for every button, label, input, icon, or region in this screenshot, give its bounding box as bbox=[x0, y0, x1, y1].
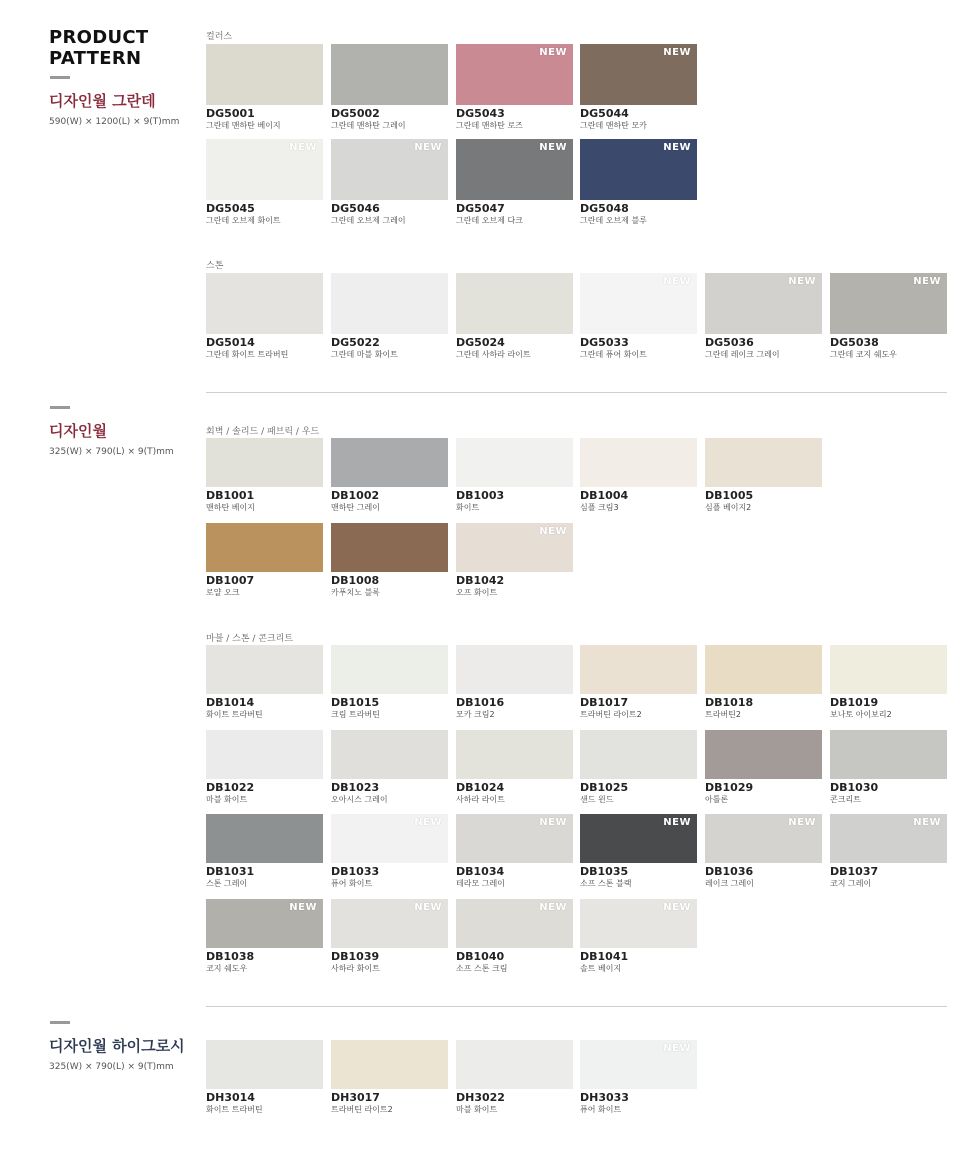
pattern-swatch[interactable] bbox=[206, 438, 323, 487]
series-dimensions: 325(W) × 790(L) × 9(T)mm bbox=[49, 447, 174, 457]
pattern-name: 아틀론 bbox=[705, 795, 729, 804]
pattern-code: DG5022 bbox=[331, 336, 380, 349]
pattern-swatch[interactable] bbox=[830, 814, 947, 863]
pattern-name: 그란데 코지 쉐도우 bbox=[830, 350, 897, 359]
pattern-swatch[interactable] bbox=[331, 645, 448, 694]
pattern-code: DG5044 bbox=[580, 107, 629, 120]
pattern-card[interactable] bbox=[331, 44, 448, 131]
pattern-swatch[interactable] bbox=[456, 1040, 573, 1089]
pattern-code: DB1015 bbox=[331, 696, 380, 709]
pattern-card[interactable] bbox=[705, 438, 822, 513]
pattern-name: 그란데 맨하탄 베이지 bbox=[206, 121, 281, 130]
pattern-name: 트라버틴 라이트2 bbox=[331, 1105, 393, 1114]
pattern-code: DB1033 bbox=[331, 865, 380, 878]
title-line-2: PATTERN bbox=[49, 48, 142, 69]
pattern-code: DG5001 bbox=[206, 107, 255, 120]
pattern-card[interactable] bbox=[580, 44, 697, 131]
pattern-card[interactable] bbox=[206, 44, 323, 131]
pattern-card[interactable] bbox=[456, 1040, 573, 1115]
pattern-swatch[interactable] bbox=[580, 139, 697, 200]
pattern-card[interactable] bbox=[456, 730, 573, 805]
pattern-swatch[interactable] bbox=[206, 273, 323, 334]
pattern-name: 마블 화이트 bbox=[206, 795, 248, 804]
pattern-code: DB1001 bbox=[206, 489, 255, 502]
pattern-name: 퓨어 화이트 bbox=[331, 879, 373, 888]
pattern-name: 마블 화이트 bbox=[456, 1105, 498, 1114]
pattern-code: DG5048 bbox=[580, 202, 629, 215]
new-badge: NEW bbox=[414, 817, 442, 828]
pattern-code: DB1017 bbox=[580, 696, 629, 709]
pattern-code: DB1030 bbox=[830, 781, 879, 794]
pattern-card[interactable] bbox=[206, 645, 323, 720]
pattern-card[interactable] bbox=[206, 1040, 323, 1115]
series-name: 디자인월 그란데 bbox=[49, 92, 156, 110]
pattern-swatch[interactable] bbox=[580, 899, 697, 948]
pattern-code: DG5024 bbox=[456, 336, 505, 349]
pattern-code: DB1035 bbox=[580, 865, 629, 878]
pattern-swatch[interactable] bbox=[206, 899, 323, 948]
pattern-code: DB1041 bbox=[580, 950, 629, 963]
pattern-name: 그란데 퓨어 화이트 bbox=[580, 350, 647, 359]
pattern-name: 샌드 윈드 bbox=[580, 795, 614, 804]
new-badge: NEW bbox=[539, 526, 567, 537]
pattern-card[interactable] bbox=[830, 645, 947, 720]
pattern-code: DG5043 bbox=[456, 107, 505, 120]
pattern-code: DH3033 bbox=[580, 1091, 629, 1104]
pattern-swatch[interactable] bbox=[580, 44, 697, 105]
pattern-code: DB1016 bbox=[456, 696, 505, 709]
pattern-name: 그란데 맨하탄 그레이 bbox=[331, 121, 406, 130]
pattern-swatch[interactable] bbox=[705, 438, 822, 487]
pattern-name: 테라모 그레이 bbox=[456, 879, 505, 888]
pattern-card[interactable] bbox=[580, 438, 697, 513]
pattern-swatch[interactable] bbox=[580, 438, 697, 487]
pattern-card[interactable] bbox=[331, 899, 448, 974]
pattern-code: DB1034 bbox=[456, 865, 505, 878]
pattern-card[interactable] bbox=[456, 44, 573, 131]
pattern-code: DB1019 bbox=[830, 696, 879, 709]
pattern-swatch[interactable] bbox=[206, 730, 323, 779]
pattern-swatch[interactable] bbox=[331, 899, 448, 948]
pattern-name: 로얄 오크 bbox=[206, 588, 240, 597]
pattern-name: 화이트 트라버틴 bbox=[206, 1105, 263, 1114]
new-badge: NEW bbox=[663, 276, 691, 287]
pattern-swatch[interactable] bbox=[206, 814, 323, 863]
pattern-code: DB1005 bbox=[705, 489, 754, 502]
pattern-card[interactable] bbox=[206, 273, 323, 360]
series-dimensions: 590(W) × 1200(L) × 9(T)mm bbox=[49, 117, 180, 127]
pattern-swatch[interactable] bbox=[830, 730, 947, 779]
pattern-code: DG5002 bbox=[331, 107, 380, 120]
section-divider bbox=[206, 1006, 947, 1007]
pattern-name: 스톤 그레이 bbox=[206, 879, 248, 888]
new-badge: NEW bbox=[788, 276, 816, 287]
pattern-name: 카푸치노 블록 bbox=[331, 588, 380, 597]
pattern-name: 그란데 마블 화이트 bbox=[331, 350, 398, 359]
new-badge: NEW bbox=[788, 817, 816, 828]
title-line-1: PRODUCT bbox=[49, 27, 149, 48]
new-badge: NEW bbox=[663, 817, 691, 828]
section-dash bbox=[50, 76, 70, 79]
section-dash bbox=[50, 1021, 70, 1024]
pattern-swatch[interactable] bbox=[705, 814, 822, 863]
new-badge: NEW bbox=[539, 142, 567, 153]
pattern-name: 레이크 그레이 bbox=[705, 879, 754, 888]
pattern-name: 트라버틴 라이트2 bbox=[580, 710, 642, 719]
pattern-swatch[interactable] bbox=[206, 645, 323, 694]
new-badge: NEW bbox=[663, 1043, 691, 1054]
section-divider bbox=[206, 392, 947, 393]
pattern-name: 그란데 오브제 블루 bbox=[580, 216, 647, 225]
pattern-code: DG5038 bbox=[830, 336, 879, 349]
pattern-name: 화이트 bbox=[456, 503, 480, 512]
category-label: 마블 / 스톤 / 콘크리트 bbox=[206, 634, 294, 644]
pattern-swatch[interactable] bbox=[206, 1040, 323, 1089]
new-badge: NEW bbox=[539, 817, 567, 828]
pattern-code: DB1023 bbox=[331, 781, 380, 794]
new-badge: NEW bbox=[414, 902, 442, 913]
pattern-code: DB1014 bbox=[206, 696, 255, 709]
pattern-swatch[interactable] bbox=[206, 523, 323, 572]
pattern-card[interactable] bbox=[331, 273, 448, 360]
category-label: 회벽 / 솔리드 / 패브릭 / 우드 bbox=[206, 427, 320, 437]
series-name: 디자인월 하이그로시 bbox=[49, 1037, 185, 1055]
pattern-card[interactable] bbox=[331, 139, 448, 226]
pattern-code: DB1004 bbox=[580, 489, 629, 502]
pattern-code: DG5045 bbox=[206, 202, 255, 215]
pattern-code: DB1029 bbox=[705, 781, 754, 794]
pattern-name: 콘크리트 bbox=[830, 795, 861, 804]
pattern-card[interactable] bbox=[206, 438, 323, 513]
pattern-card[interactable] bbox=[456, 814, 573, 889]
pattern-code: DG5047 bbox=[456, 202, 505, 215]
pattern-code: DB1037 bbox=[830, 865, 879, 878]
pattern-code: DB1003 bbox=[456, 489, 505, 502]
pattern-card[interactable] bbox=[456, 899, 573, 974]
pattern-card[interactable] bbox=[830, 273, 947, 360]
pattern-code: DB1024 bbox=[456, 781, 505, 794]
series-name: 디자인월 bbox=[49, 422, 107, 440]
pattern-code: DB1040 bbox=[456, 950, 505, 963]
pattern-card[interactable] bbox=[331, 523, 448, 598]
pattern-swatch[interactable] bbox=[456, 899, 573, 948]
new-badge: NEW bbox=[663, 47, 691, 58]
new-badge: NEW bbox=[289, 902, 317, 913]
pattern-swatch[interactable] bbox=[331, 139, 448, 200]
pattern-card[interactable] bbox=[580, 814, 697, 889]
pattern-code: DB1039 bbox=[331, 950, 380, 963]
pattern-code: DB1007 bbox=[206, 574, 255, 587]
pattern-swatch[interactable] bbox=[456, 438, 573, 487]
pattern-swatch[interactable] bbox=[456, 814, 573, 863]
pattern-code: DB1022 bbox=[206, 781, 255, 794]
pattern-name: 솔트 베이지 bbox=[580, 964, 622, 973]
pattern-name: 심플 크림3 bbox=[580, 503, 619, 512]
new-badge: NEW bbox=[913, 817, 941, 828]
pattern-swatch[interactable] bbox=[830, 273, 947, 334]
pattern-name: 모카 크림2 bbox=[456, 710, 495, 719]
pattern-swatch[interactable] bbox=[456, 273, 573, 334]
pattern-card[interactable] bbox=[705, 730, 822, 805]
pattern-swatch[interactable] bbox=[580, 814, 697, 863]
new-badge: NEW bbox=[539, 902, 567, 913]
pattern-swatch[interactable] bbox=[331, 438, 448, 487]
pattern-name: 그란데 사하라 라이트 bbox=[456, 350, 531, 359]
pattern-name: 크림 트라버틴 bbox=[331, 710, 380, 719]
pattern-swatch[interactable] bbox=[705, 273, 822, 334]
pattern-name: 그란데 오브제 다크 bbox=[456, 216, 523, 225]
new-badge: NEW bbox=[289, 142, 317, 153]
pattern-card[interactable] bbox=[580, 273, 697, 360]
pattern-name: 소프 스톤 블랙 bbox=[580, 879, 632, 888]
pattern-card[interactable] bbox=[331, 730, 448, 805]
pattern-name: 심플 베이지2 bbox=[705, 503, 752, 512]
pattern-card[interactable] bbox=[456, 438, 573, 513]
pattern-name: 그란데 맨하탄 로즈 bbox=[456, 121, 523, 130]
pattern-swatch[interactable] bbox=[705, 645, 822, 694]
pattern-name: 그란데 화이트 트라버틴 bbox=[206, 350, 289, 359]
pattern-name: 코지 쉐도우 bbox=[206, 964, 248, 973]
pattern-name: 트라버틴2 bbox=[705, 710, 742, 719]
pattern-card[interactable] bbox=[580, 645, 697, 720]
pattern-swatch[interactable] bbox=[331, 814, 448, 863]
pattern-name: 오아시스 그레이 bbox=[331, 795, 388, 804]
pattern-code: DG5046 bbox=[331, 202, 380, 215]
pattern-name: 사하라 화이트 bbox=[331, 964, 380, 973]
pattern-name: 그란데 오브제 화이트 bbox=[206, 216, 281, 225]
pattern-card[interactable] bbox=[830, 814, 947, 889]
pattern-card[interactable] bbox=[580, 899, 697, 974]
pattern-card[interactable] bbox=[331, 645, 448, 720]
pattern-card[interactable] bbox=[456, 273, 573, 360]
pattern-code: DB1036 bbox=[705, 865, 754, 878]
pattern-card[interactable] bbox=[580, 139, 697, 226]
new-badge: NEW bbox=[414, 142, 442, 153]
pattern-name: 보나토 아이보리2 bbox=[830, 710, 892, 719]
category-label: 스톤 bbox=[206, 261, 224, 271]
pattern-name: 오프 화이트 bbox=[456, 588, 498, 597]
pattern-swatch[interactable] bbox=[456, 523, 573, 572]
pattern-card[interactable] bbox=[456, 523, 573, 598]
pattern-code: DH3014 bbox=[206, 1091, 255, 1104]
pattern-swatch[interactable] bbox=[456, 44, 573, 105]
series-dimensions: 325(W) × 790(L) × 9(T)mm bbox=[49, 1062, 174, 1072]
pattern-swatch[interactable] bbox=[331, 523, 448, 572]
pattern-swatch[interactable] bbox=[456, 645, 573, 694]
pattern-name: 코지 그레이 bbox=[830, 879, 872, 888]
pattern-swatch[interactable] bbox=[456, 139, 573, 200]
pattern-code: DG5014 bbox=[206, 336, 255, 349]
pattern-card[interactable] bbox=[206, 139, 323, 226]
pattern-card[interactable] bbox=[206, 730, 323, 805]
pattern-name: 소프 스톤 크림 bbox=[456, 964, 508, 973]
pattern-card[interactable] bbox=[830, 730, 947, 805]
pattern-code: DH3022 bbox=[456, 1091, 505, 1104]
new-badge: NEW bbox=[913, 276, 941, 287]
pattern-code: DG5036 bbox=[705, 336, 754, 349]
pattern-code: DG5033 bbox=[580, 336, 629, 349]
pattern-name: 그란데 레이크 그레이 bbox=[705, 350, 780, 359]
pattern-code: DB1018 bbox=[705, 696, 754, 709]
pattern-swatch[interactable] bbox=[580, 1040, 697, 1089]
pattern-code: DB1002 bbox=[331, 489, 380, 502]
pattern-code: DB1025 bbox=[580, 781, 629, 794]
pattern-card[interactable] bbox=[206, 899, 323, 974]
pattern-card[interactable] bbox=[456, 645, 573, 720]
pattern-swatch[interactable] bbox=[206, 44, 323, 105]
pattern-name: 화이트 트라버틴 bbox=[206, 710, 263, 719]
pattern-code: DB1042 bbox=[456, 574, 505, 587]
pattern-card[interactable] bbox=[206, 523, 323, 598]
pattern-swatch[interactable] bbox=[331, 273, 448, 334]
pattern-card[interactable] bbox=[331, 1040, 448, 1115]
pattern-swatch[interactable] bbox=[580, 645, 697, 694]
pattern-name: 맨하탄 그레이 bbox=[331, 503, 380, 512]
pattern-name: 그란데 맨하탄 모카 bbox=[580, 121, 647, 130]
pattern-card[interactable] bbox=[331, 438, 448, 513]
new-badge: NEW bbox=[663, 902, 691, 913]
pattern-code: DB1031 bbox=[206, 865, 255, 878]
pattern-swatch[interactable] bbox=[580, 273, 697, 334]
pattern-code: DH3017 bbox=[331, 1091, 380, 1104]
pattern-swatch[interactable] bbox=[830, 645, 947, 694]
section-dash bbox=[50, 406, 70, 409]
pattern-name: 맨하탄 베이지 bbox=[206, 503, 255, 512]
pattern-card[interactable] bbox=[580, 730, 697, 805]
new-badge: NEW bbox=[539, 47, 567, 58]
pattern-code: DB1008 bbox=[331, 574, 380, 587]
pattern-swatch[interactable] bbox=[705, 730, 822, 779]
pattern-swatch[interactable] bbox=[206, 139, 323, 200]
new-badge: NEW bbox=[663, 142, 691, 153]
pattern-card[interactable] bbox=[206, 814, 323, 889]
pattern-swatch[interactable] bbox=[331, 1040, 448, 1089]
pattern-card[interactable] bbox=[331, 814, 448, 889]
pattern-swatch[interactable] bbox=[331, 44, 448, 105]
pattern-swatch[interactable] bbox=[331, 730, 448, 779]
pattern-card[interactable] bbox=[705, 273, 822, 360]
pattern-card[interactable] bbox=[705, 645, 822, 720]
pattern-card[interactable] bbox=[580, 1040, 697, 1115]
category-label: 컬러스 bbox=[206, 32, 233, 42]
pattern-card[interactable] bbox=[456, 139, 573, 226]
pattern-name: 퓨어 화이트 bbox=[580, 1105, 622, 1114]
pattern-swatch[interactable] bbox=[580, 730, 697, 779]
pattern-card[interactable] bbox=[705, 814, 822, 889]
pattern-name: 사하라 라이트 bbox=[456, 795, 505, 804]
pattern-code: DB1038 bbox=[206, 950, 255, 963]
pattern-swatch[interactable] bbox=[456, 730, 573, 779]
pattern-name: 그란데 오브제 그레이 bbox=[331, 216, 406, 225]
product-pattern-title bbox=[49, 27, 149, 69]
